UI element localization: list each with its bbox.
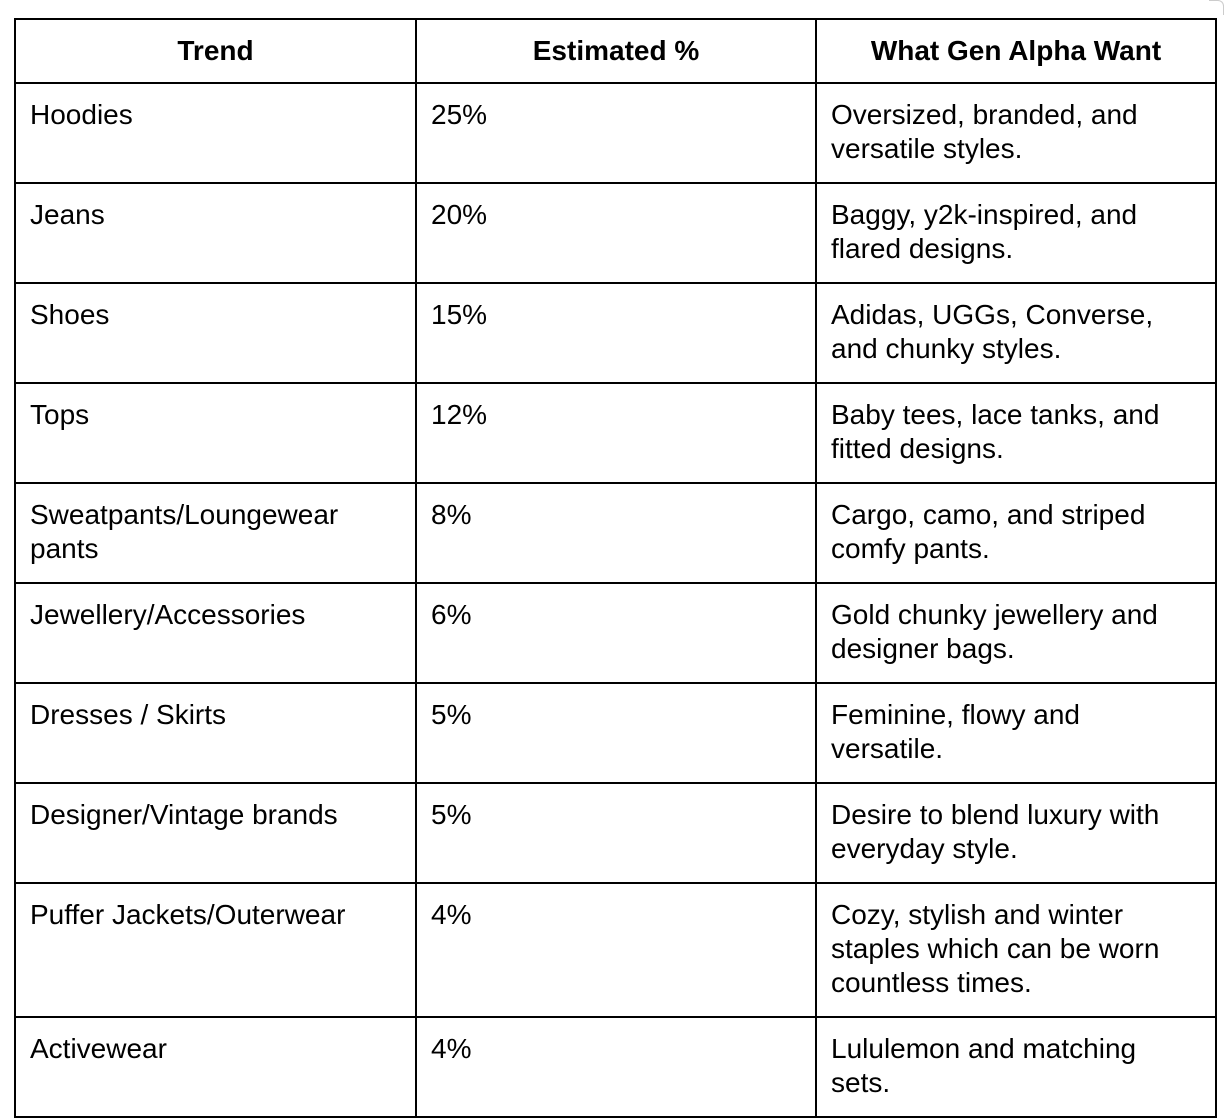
percent-cell: 25%	[416, 83, 816, 183]
trend-cell: Jewellery/Accessories	[15, 583, 416, 683]
trend-cell: Dresses / Skirts	[15, 683, 416, 783]
want-cell: Desire to blend luxury with everyday style.	[816, 783, 1216, 883]
percent-cell: 15%	[416, 283, 816, 383]
table-row	[15, 383, 1216, 483]
trend-cell: Puffer Jackets/Outerwear	[15, 883, 416, 1017]
header-trend: Trend	[15, 19, 416, 83]
want-cell: Gold chunky jewellery and designer bags.	[816, 583, 1216, 683]
page-corner-mark	[1209, 0, 1224, 15]
table-row	[15, 483, 1216, 583]
percent-cell: 20%	[416, 183, 816, 283]
table-row	[15, 883, 1216, 1017]
header-row	[15, 19, 1216, 83]
trend-cell: Jeans	[15, 183, 416, 283]
table-row	[15, 683, 1216, 783]
percent-cell: 5%	[416, 683, 816, 783]
want-cell: Oversized, branded, and versatile styles.	[816, 83, 1216, 183]
want-cell: Feminine, flowy and versatile.	[816, 683, 1216, 783]
trend-cell: Activewear	[15, 1017, 416, 1117]
percent-cell: 4%	[416, 1017, 816, 1117]
trend-table	[14, 18, 1217, 1118]
header-what-gen-alpha-want: What Gen Alpha Want	[816, 19, 1216, 83]
want-cell: Baggy, y2k-inspired, and flared designs.	[816, 183, 1216, 283]
percent-cell: 12%	[416, 383, 816, 483]
percent-cell: 5%	[416, 783, 816, 883]
table-row	[15, 283, 1216, 383]
want-cell: Adidas, UGGs, Converse, and chunky styles.	[816, 283, 1216, 383]
table-row	[15, 583, 1216, 683]
trend-cell: Sweatpants/Loungewear pants	[15, 483, 416, 583]
want-cell: Cargo, camo, and striped comfy pants.	[816, 483, 1216, 583]
percent-cell: 6%	[416, 583, 816, 683]
trend-cell: Designer/Vintage brands	[15, 783, 416, 883]
trend-cell: Shoes	[15, 283, 416, 383]
want-cell: Lululemon and matching sets.	[816, 1017, 1216, 1117]
table-row	[15, 1017, 1216, 1117]
percent-cell: 8%	[416, 483, 816, 583]
table-row	[15, 783, 1216, 883]
header-estimated-percent: Estimated %	[416, 19, 816, 83]
trend-cell: Tops	[15, 383, 416, 483]
want-cell: Baby tees, lace tanks, and fitted designs.	[816, 383, 1216, 483]
table-row	[15, 83, 1216, 183]
want-cell: Cozy, stylish and winter staples which can be worn countless times.	[816, 883, 1216, 1017]
trend-cell: Hoodies	[15, 83, 416, 183]
table-row	[15, 183, 1216, 283]
percent-cell: 4%	[416, 883, 816, 1017]
